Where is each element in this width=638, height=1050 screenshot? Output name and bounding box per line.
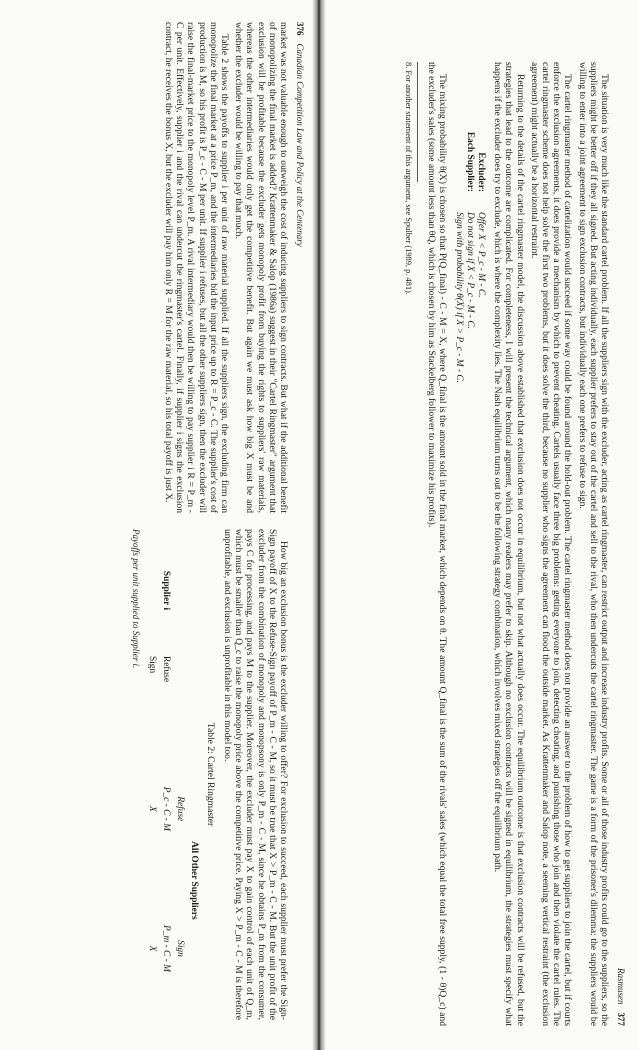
book-gutter-shadow xyxy=(312,0,326,1050)
paragraph: Returning to the details of the cartel ringmaster model, the discussion above established that exclusion does not occur in equilibrium, but not what actually does occur. The equilibrium outcome is that exclusion contracts will be refused, but the strategies that lead to the outcome are complicated. For completeness, I will present the technical argument, which many readers may prefer to skip. Although no exclusion contracts will be signed in equilibrium, the strategies must specify what happens if the excluder does try to exclude, which is where the complexity lies. The Nash equilibrium turns out to be the following strategy combination, which involves mixed strategies off the equilibrium path. xyxy=(492,62,526,1026)
right-page-content xyxy=(319,0,638,1050)
right-page xyxy=(319,0,638,1050)
strategy-list xyxy=(454,102,486,1026)
paragraph: market was not valuable enough to outweigh the cost of inducing suppliers to sign contracts. But what if the additional benefit of monopolizing the final market is added? Krattenmaker & Salop (1986a) suggest in their "Cartel Ringmaster" argument that exclusion will be profitable because the excluder gets monopoly profit from buying the rights to suppliers' raw materials, whereas the other intermediaries would only get the competitive benefit. But again we must ask how big X must be and whether the excluder would be willing to pay that much. xyxy=(233,22,289,513)
strategy-value: Do not sign if X < P_c - M - C. xyxy=(464,212,475,329)
strategy-row xyxy=(454,102,464,1026)
strategy-value: Offer X < P_c - M - C. xyxy=(475,212,486,298)
row-group-label: Supplier i xyxy=(160,570,171,611)
paragraph: The mixing probability θ(X) is chosen so that P(Q_final) - C - M = X, where Q_final is the amount sold in the final market, which depends on θ. The amount Q_final is the sum of the rivals' sales (which equal the total free supply, (1 - θ)Q_c) and the excluder's sales (some amount less than θQ, which is chosen by him as Stackelberg follower to maximize his profits). xyxy=(425,62,448,1026)
left-running-head xyxy=(295,22,305,1020)
table-cell: X xyxy=(146,805,157,812)
row-label: Sign xyxy=(146,655,157,674)
left-running-title: Canadian Competition Law and Policy at the Centenary xyxy=(295,43,305,247)
paragraph: How big an exclusion bonus is the excluder willing to offer? For exclusion to succeed, each supplier must prefer the Sign-Sign payoff of X to the Refuse-Sign payoff of P_m - C - M, so it must be true that X > P_m - C - M. But the unit profit of the excluder from the combination of monopoly and monopsony is only P_m - C - M, since he obtains P_m from the consumer, pays C for processing, and pays M to the supplier. Moreover, the excluder must pay X to gain control of each unit of Q_m, which must be smaller than Q_c to raise the monopoly price above the competitive price. Paying X > P_m - C - M is therefore unprofitable, and exclusion is unprofitable in this model too. xyxy=(221,529,289,1020)
right-page-number: 377 xyxy=(616,1012,626,1026)
table-cell: X xyxy=(146,945,157,952)
table-caption: Table 2: Cartel Ringmaster xyxy=(204,722,216,827)
left-page-number: 376 xyxy=(295,22,305,36)
table-group-header: All Other Suppliers xyxy=(188,841,199,920)
right-running-head xyxy=(616,62,626,1026)
paragraph: The cartel ringmaster method of cartelization would succeed if some way could be found around the hold-out problem. The cartel ringmaster method does not provide an answer to the problem of how to get suppliers to join the cartel, but if courts enforce the exclusion agreements, it does provide a mechanism by which to prevent cheating. Cartels usually face three big problems: getting everyone to join, detecting cheating, and punishing those who join and then violate the cartel rules. The cartel ringmaster scheme does not help solve the first two problems, but it does solve the third, because no supplier who signs the agreement can flood the outside market. As Krattenmaker and Salop note, a seeming vertical restraint (the exclusion agreement) might actually be a horizontal restraint. xyxy=(528,62,574,1026)
footnote-rule xyxy=(417,62,418,182)
row-label: Refuse xyxy=(160,655,171,682)
col-header-refuse: Refuse xyxy=(174,796,185,822)
table-note: Payoffs per unit supplied to Supplier i. xyxy=(130,529,141,669)
table-cell: P_c - C - M xyxy=(160,786,171,831)
strategy-value: Sign with probability θ(X) if X > P_c - M - C. xyxy=(453,212,464,383)
footnote: 8. For another statement of this argument, see Spulber (1989, p. 481). xyxy=(403,62,413,295)
left-column-2 xyxy=(21,529,289,1020)
table-cell: P_m - C - M xyxy=(160,925,171,972)
strategy-row xyxy=(476,102,486,1026)
strategy-label: Each Supplier: xyxy=(464,131,475,192)
col-header-sign: Sign xyxy=(174,940,185,957)
paragraph: The situation is very much like the standard cartel problem. If all the suppliers sign with the excluder, acting as cartel ringmaster, can restrict output and increase industry profits. Some or all of those industry profits could go to the suppliers, so the suppliers might be better off if they all signed. But acting individually, each supplier prefers to stay out of the cartel and sell to the rival, who then undercuts the cartel ringmaster. The game is a form of the prisoner's dilemma: the suppliers would be willing to enter into a joint agreement to sign exclusion contracts, but individually each one prefers to refuse to sign. xyxy=(576,62,610,1026)
left-column-1 xyxy=(21,22,289,513)
payoff-table xyxy=(145,529,201,1020)
paragraph: Table 2 shows the payoffs to supplier i per unit of raw material supplied. If all the suppliers sign, the excluding firm can monopolize the final market at a price P_m, and the intermediaries bid the input price up to R = P_c - C. The supplier's cost of production is M, so his profit is P_c - C - M per unit. If supplier i refuses, but all the other suppliers sign, then the excluder will raise the final-market price to the monopoly level P_m. A rival intermediary would then be willing to pay supplier i R = P_m - C per unit. Effectively, supplier i and the rival can undercut the ringmaster's cartel. Finally, if supplier i signs the exclusion contract, he receives the bonus X, but the excluder will pay him only R = M for the raw material, so his total payoff is just X. xyxy=(162,22,230,513)
strategy-label xyxy=(454,102,464,192)
strategy-label: Excluder: xyxy=(475,152,486,192)
strategy-row xyxy=(465,102,475,1026)
right-running-title: Rasmusen xyxy=(616,968,626,1005)
